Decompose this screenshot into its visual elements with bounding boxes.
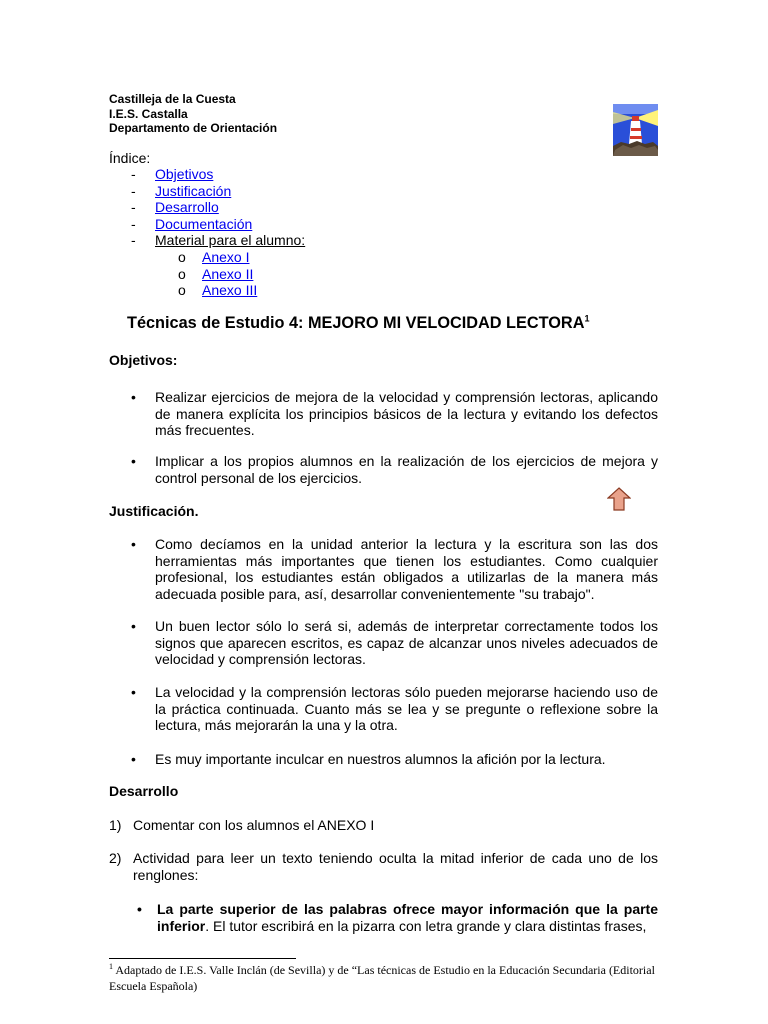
bullet-rest-text: . El tutor escribirá en la pizarra con letra grande y clara distintas frases, [205, 917, 647, 934]
bullet-text [157, 901, 658, 934]
bullet-dot: • [137, 901, 142, 917]
toc-sub-marker: o [178, 248, 186, 265]
bullet-dot: • [131, 389, 136, 405]
footnote-divider [109, 958, 296, 959]
bullet-dot: • [131, 618, 136, 634]
header-school: I.E.S. Castalla [109, 106, 188, 121]
bullet-dot: • [131, 453, 136, 469]
footnote [109, 962, 669, 994]
toc-link-documentacion[interactable]: Documentación [155, 215, 253, 232]
bullet-text: La velocidad y la comprensión lectoras sólo pueden mejorarse haciendo uso de la práctica continuada. Cuanto más se lea y se pregunte o reflexione sobre la lectura, más mejorarán la una y la otra. [155, 684, 658, 734]
bullet-text: Un buen lector sólo lo será si, además de interpretar correctamente todos los signos que aparecen escritos, es capaz de alcanzar unos niveles adecuados de velocidad y comprensión lectoras. [155, 618, 658, 668]
bullet-text: Realizar ejercicios de mejora de la velocidad y comprensión lectoras, aplicando de manera explícita los principios básicos de la lectura y evitando los defectos más frecuentes. [155, 389, 658, 439]
section-heading-objetivos: Objetivos: [109, 352, 178, 368]
footnote-text: Adaptado de I.E.S. Valle Inclán (de Sevilla) y de “Las técnicas de Estudio en la Educación Secundaria (Editorial Escuela Española) [109, 963, 655, 993]
item-number: 2) [109, 850, 122, 866]
toc-link-anexo-3[interactable]: Anexo III [202, 282, 258, 299]
toc-link-objetivos[interactable]: Objetivos [155, 166, 214, 182]
item-text: Actividad para leer un texto teniendo oculta la mitad inferior de cada uno de los renglones: [133, 850, 658, 883]
header-town: Castilleja de la Cuesta [109, 92, 236, 106]
footnote-number: 1 [109, 962, 113, 971]
bullet-dot: • [131, 751, 136, 767]
toc-title: Índice: [109, 150, 151, 166]
bullet-text: Implicar a los propios alumnos en la realización de los ejercicios de mejora y control personal de los ejercicios. [155, 453, 658, 486]
toc-dash: - [131, 232, 136, 249]
header-department: Departamento de Orientación [109, 121, 278, 135]
toc-dash: - [131, 182, 136, 199]
section-heading-desarrollo: Desarrollo [109, 783, 179, 799]
item-text: Comentar con los alumnos el ANEXO I [133, 817, 375, 833]
toc-material-label: Material para el alumno: [155, 232, 306, 249]
lighthouse-logo-icon [613, 104, 658, 156]
toc-link-desarrollo[interactable]: Desarrollo [155, 199, 219, 216]
toc-dash: - [131, 166, 136, 182]
toc-link-anexo-1[interactable]: Anexo I [202, 248, 250, 265]
toc-dash: - [131, 215, 136, 232]
page-title [127, 314, 589, 333]
school-header [109, 92, 277, 136]
bullet-dot: • [131, 536, 136, 552]
bullet-text: Como decíamos en la unidad anterior la lectura y la escritura son las dos herramientas más importantes que tienen los estudiantes. Como cualquier profesional, los estudiantes están obligados a utilizarlas de la manera más adecuada posible para, así, desarrollar convenientemente "su trabajo". [155, 536, 658, 603]
toc-link-justificacion[interactable]: Justificación [155, 182, 232, 199]
toc-sub-marker: o [178, 282, 186, 299]
item-number: 1) [109, 817, 122, 833]
up-arrow-icon[interactable] [607, 487, 631, 511]
bullet-bold-text: La parte superior de las palabras ofrece mayor información que la parte inferior [157, 901, 658, 934]
bullet-dot: • [131, 684, 136, 700]
section-heading-justificacion: Justificación. [109, 503, 199, 519]
toc-link-anexo-2[interactable]: Anexo II [202, 265, 254, 282]
bullet-text: Es muy importante inculcar en nuestros alumnos la afición por la lectura. [155, 751, 606, 767]
toc-dash: - [131, 199, 136, 216]
page-title-text: Técnicas de Estudio 4: MEJORO MI VELOCIDAD LECTORA [127, 314, 585, 332]
footnote-ref[interactable]: 1 [584, 313, 590, 324]
toc-sub-marker: o [178, 265, 186, 282]
